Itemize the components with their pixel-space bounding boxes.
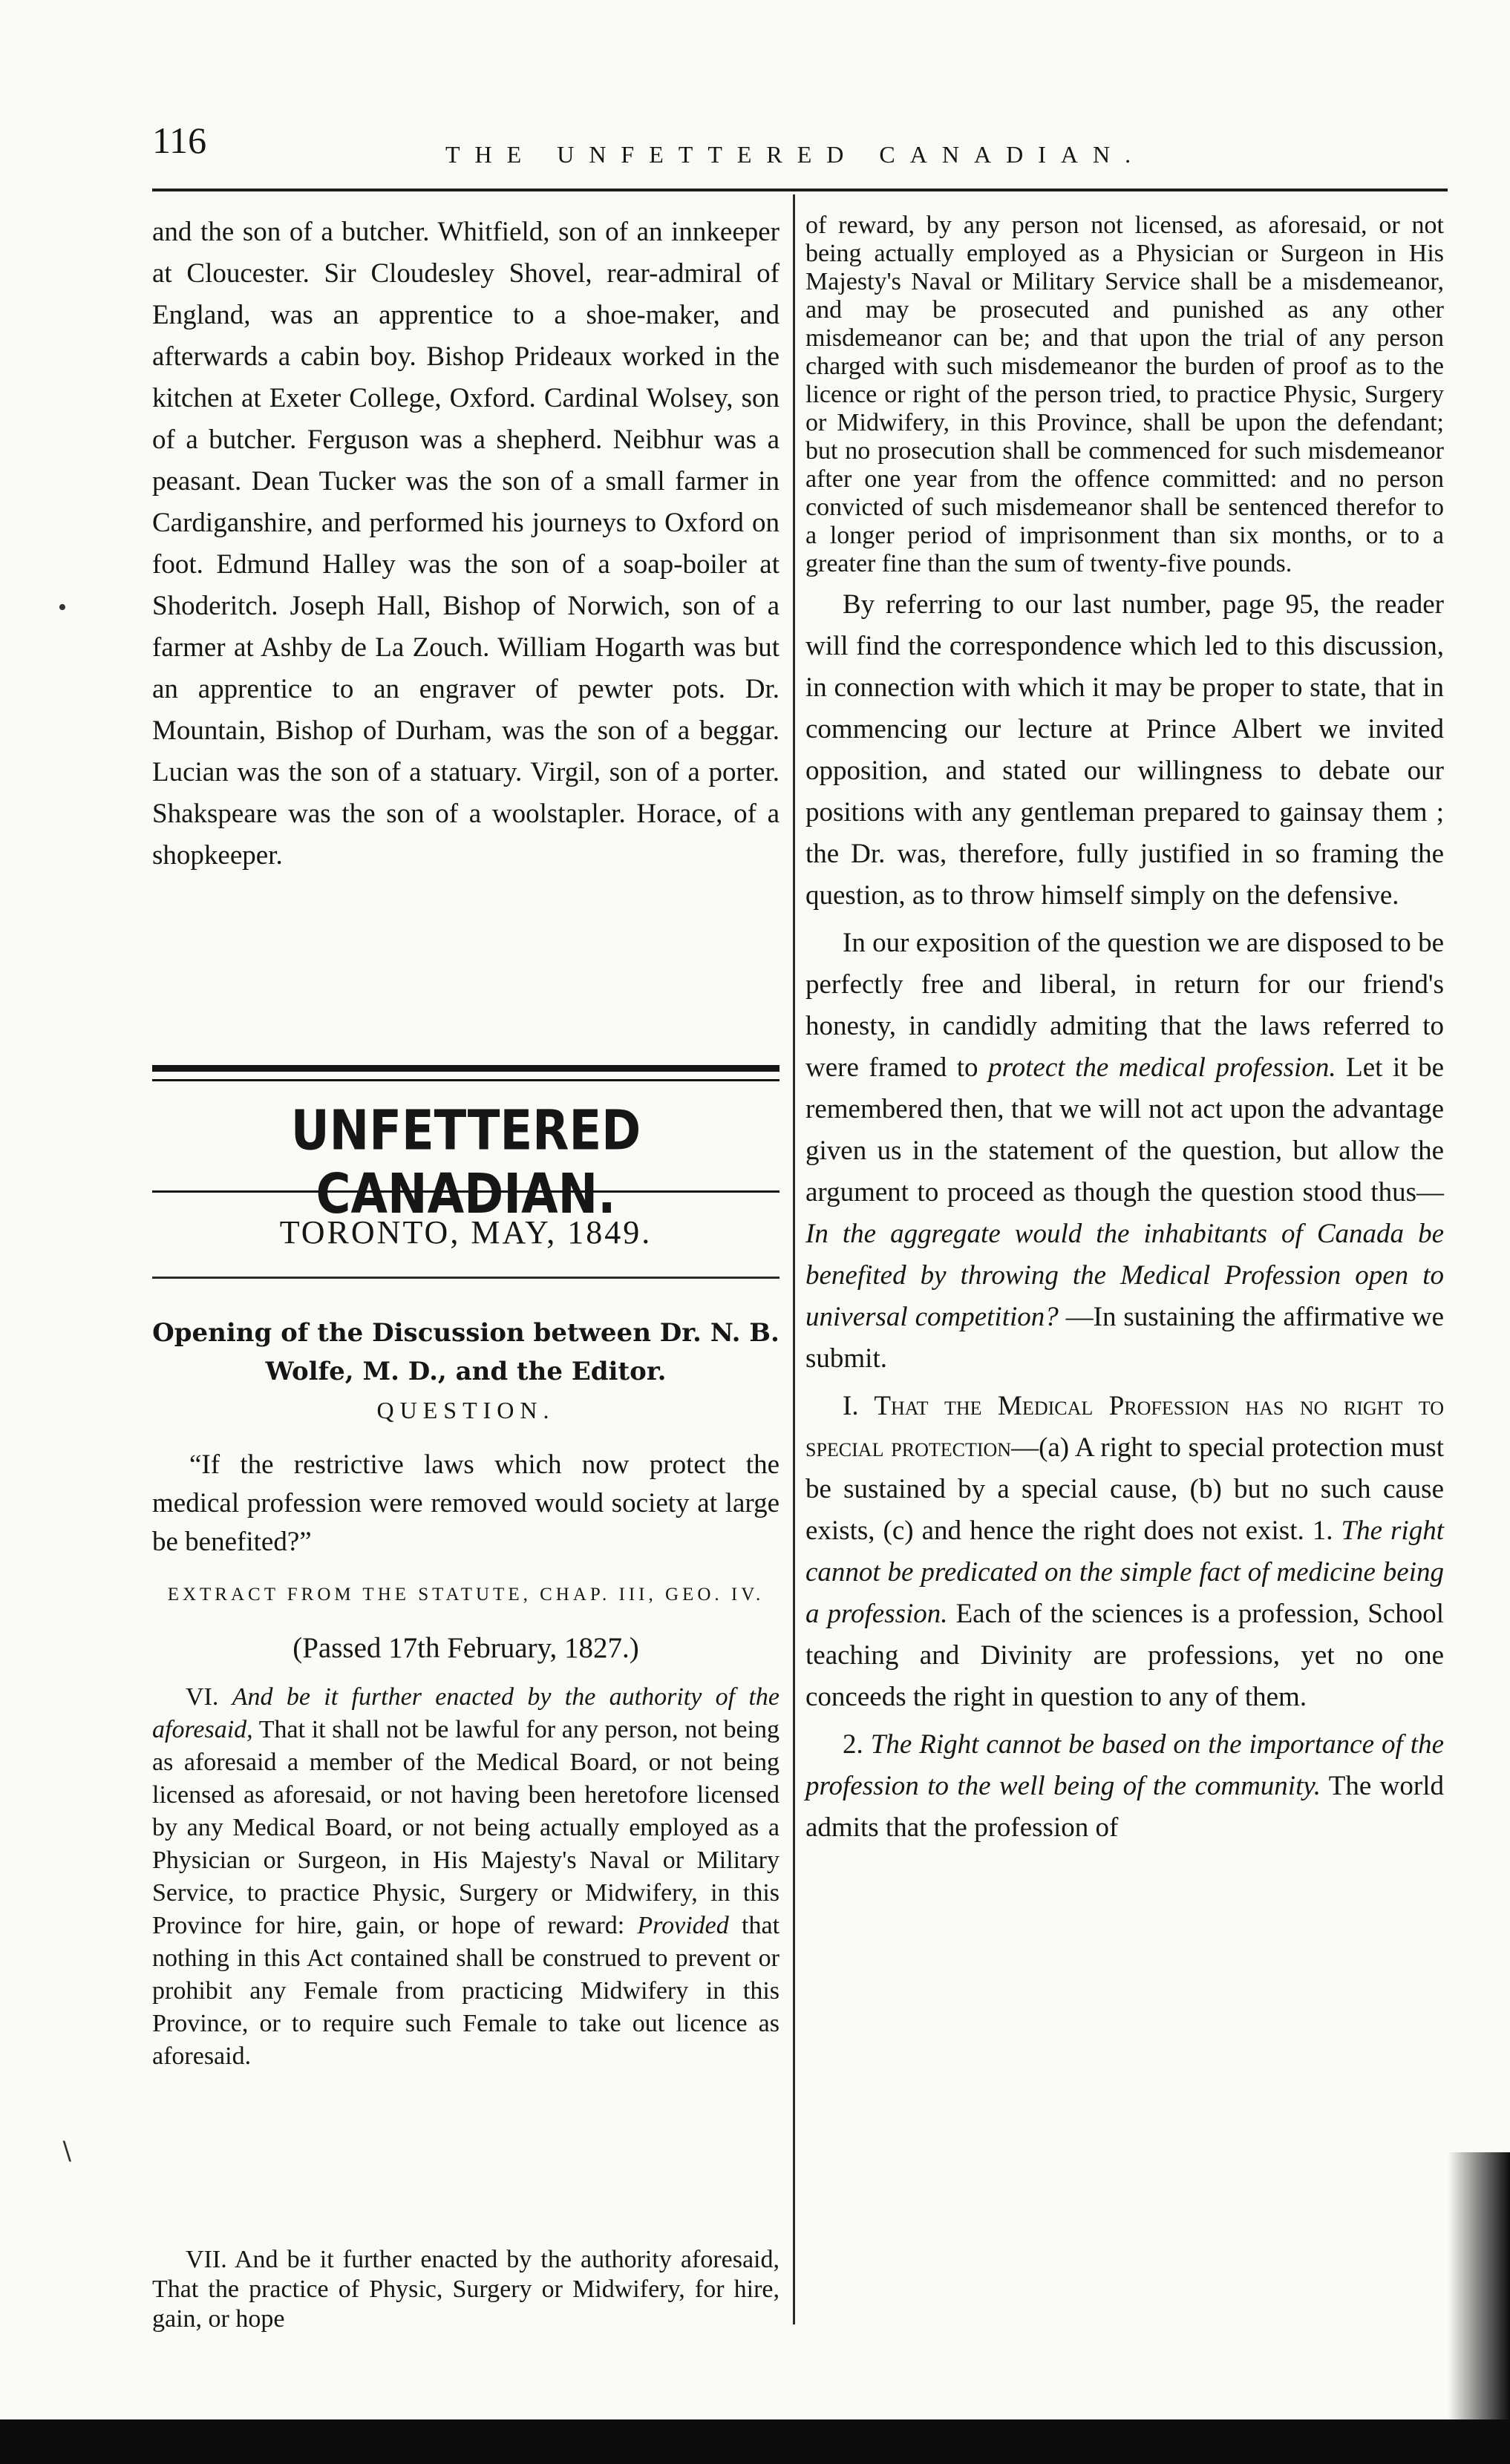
masthead-thin-rule xyxy=(152,1079,779,1081)
passed-date: (Passed 17th February, 1827.) xyxy=(292,1632,639,1664)
section-numeral: VI. xyxy=(186,1683,219,1711)
exposition-text-c: —In sustaining the affirmative we submit. xyxy=(805,1302,1445,1374)
exposition-italic-1: protect the medical profession. xyxy=(988,1052,1336,1083)
question-text: “If the restrictive laws which now protect the medical profession were removed would society at large be benefited?” xyxy=(152,1449,779,1557)
statute-heading: EXTRACT FROM THE STATUTE, CHAP. III, GEO. IV. xyxy=(167,1585,765,1605)
paragraph-exposition xyxy=(805,923,1444,1380)
running-head: THE UNFETTERED CANADIAN. xyxy=(445,141,1146,168)
point-one xyxy=(805,1386,1444,1718)
section-body: That it shall not be lawful for any person, not being as aforesaid a member of the Medical Board, or not being licensed as aforesaid, or not having been heretofore licensed by any Medical Board, or not being actually employed as a Physician or Surgeon, in His Majesty's Naval or Military Service, to practice Physic, Surgery or Midwifery, in this Province for hire, gain, or hope of reward: xyxy=(152,1716,779,1939)
header-rule xyxy=(152,189,1448,191)
statute-section-vi xyxy=(152,1681,779,2073)
exposition-text-b: Let it be remembered then, that we will not act upon the advantage given us in the statement of the question, but allow the argument to proceed as though the question stood thus— xyxy=(805,1052,1445,1208)
point-two-number: 2. xyxy=(843,1729,863,1760)
point-one-body: —(a) A right to special protection must be sustained by a special cause, (b) but no such cause exists, (c) and hence the right does not exist. 1. xyxy=(805,1432,1444,1546)
exposition-text-a: In our exposition of the question we are disposed to be perfectly free and liberal, in return for our friend's honesty, in candidly admiting that the laws referred to were framed to xyxy=(805,928,1444,1083)
point-one-tail: Each of the sciences is a profession, School teaching and Divinity are professions, yet no one conceeds the right in question to any of them. xyxy=(805,1599,1445,1712)
point-one-lead: I. That the Medical Profession has no right to special protection xyxy=(805,1391,1444,1463)
left-column-opening-paragraph xyxy=(152,212,779,877)
paragraph: and the son of a butcher. Whitfield, son of an innkeeper at Cloucester. Sir Cloudesley Shovel, rear-admiral of England, was an apprentice to a shoe-maker, and afterwards a cabin boy. Bishop Prideaux worked in the kitchen at Exeter College, Oxford. Cardinal Wolsey, son of a butcher. Ferguson was a shepherd. Neibhur was a peasant. Dean Tucker was the son of a small farmer in Cardiganshire, and performed his journeys to Oxford on foot. Edmund Halley was the son of a soap-boiler at Shoderitch. Joseph Hall, Bishop of Norwich, son of a farmer at Ashby de La Zouch. William Hogarth was but an apprentice to an engraver of pewter pots. Dr. Mountain, Bishop of Durham, was the son of a beggar. Lucian was the son of a statuary. Virgil, son of a porter. Shakspeare was the son of a woolstapler. Horace, of a shopkeeper. xyxy=(152,217,779,871)
right-column xyxy=(805,212,1444,1855)
exposition-italic-2: In the aggregate would the inhabitants of Canada be benefited by throwing the Medical Profession open to universal competition? xyxy=(805,1219,1444,1332)
section-italic-lead: And be it further enacted by the authority of the aforesaid, xyxy=(152,1683,779,1743)
page-number: 116 xyxy=(152,119,207,161)
dateline-rule xyxy=(152,1277,779,1279)
section-proviso-body: that nothing in this Act contained shall be construed to prevent or prohibit any Female from practicing Midwifery in this Province, or to require such Female to take out licence as aforesaid. xyxy=(152,1912,780,2070)
discussion-title: Opening of the Discussion between Dr. N. B. Wolfe, M. D., and the Editor. xyxy=(152,1318,779,1386)
point-one-italic: The right cannot be predicated on the simple fact of medicine being a profession. xyxy=(805,1516,1444,1629)
section-proviso-italic: Provided xyxy=(637,1912,729,1939)
point-two xyxy=(805,1724,1444,1849)
page-edge-shadow xyxy=(1448,2152,1510,2434)
point-two-tail: The world admits that the profession of xyxy=(805,1771,1444,1843)
masthead-title: UNFETTERED CANADIAN. xyxy=(290,1100,641,1227)
page-bottom-edge xyxy=(0,2419,1510,2464)
statute-continuation: of reward, by any person not licensed, as aforesaid, or not being actually employed as a Physician or Surgeon in His Majesty's Naval or Military Service shall be a misdemeanor, and may be prosecuted and punished as any other misdemeanor can be; and that upon the trial of any person charged with such misdemeanor the burden of proof as to the licence or right of the person tried, to practice Physic, Surgery or Midwifery, in this Province, shall be upon the defendant; but no prosecution shall be commenced for such misdemeanor after one year from the offence committed: and no person convicted of such misdemeanor shall be sentenced therefor to a longer period of imprisonment than six months, or to a greater fine than the sum of twenty-five pounds. xyxy=(805,212,1444,577)
masthead-bottom-rule xyxy=(152,1190,779,1193)
question-heading: QUESTION. xyxy=(376,1397,555,1423)
column-divider xyxy=(793,194,795,2324)
statute-section-vii: VII. And be it further enacted by the authority aforesaid, That the practice of Physic, Surgery or Midwifery, for hire, gain, or hope xyxy=(152,2246,779,2333)
margin-dot-mark: • xyxy=(58,594,67,621)
point-two-italic: The Right cannot be based on the importance of the profession to the well being of the community. xyxy=(805,1729,1444,1801)
paragraph-referring: By referring to our last number, page 95, the reader will find the correspondence which led to this discussion, in connection with which it may be proper to state, that in commencing our lecture at Prince Albert we invited opposition, and stated our willingness to debate our positions with any gentleman prepared to gainsay them ; the Dr. was, therefore, fully justified in so framing the question, as to throw himself simply on the defensive. xyxy=(805,589,1444,911)
dateline: TORONTO, MAY, 1849. xyxy=(279,1214,653,1251)
margin-tick-mark: ∖ xyxy=(58,2139,74,2166)
masthead-thick-rule xyxy=(152,1065,779,1072)
